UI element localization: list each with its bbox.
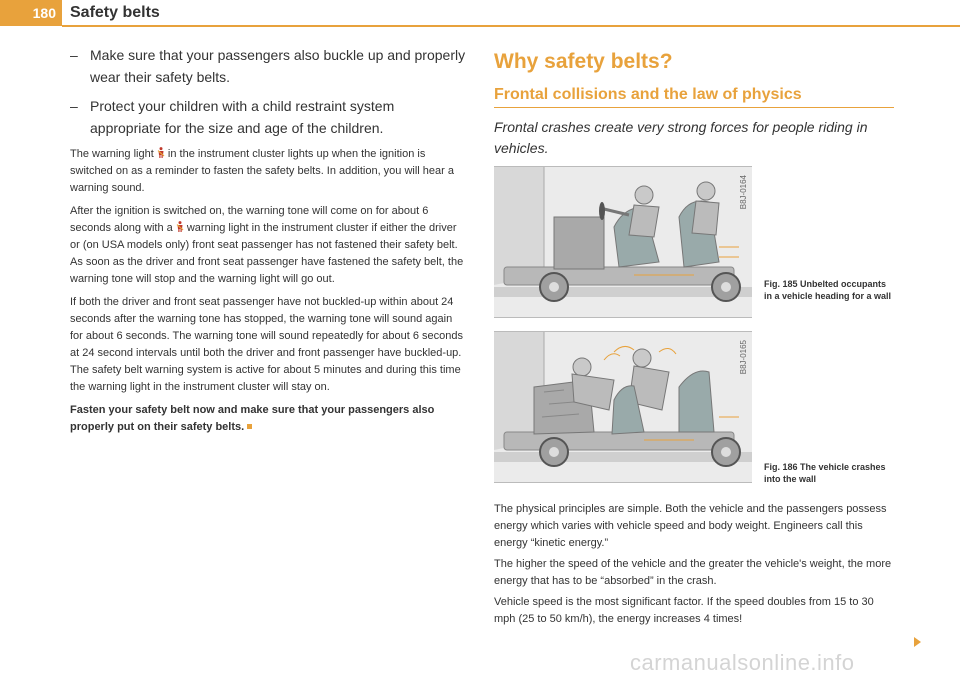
page-header-title: Safety belts <box>70 4 160 21</box>
figure-id: B8J-0164 <box>739 175 748 210</box>
bullet-item: – Protect your children with a child restraint system appropriate for the size and age of the children. <box>70 98 395 136</box>
paragraph <box>70 203 468 288</box>
right-column <box>494 50 894 159</box>
section-heading: Why safety belts? <box>494 50 673 73</box>
unbelted-occupants-illustration <box>494 167 752 317</box>
para-text: After the ignition is switched on, the warning tone will come on for about 6 seconds along with a <box>70 205 429 234</box>
bullet-item: – Make sure that your passengers also buckle up and properly wear their safety belts. <box>70 47 466 85</box>
figure-185-caption: Fig. 185 Unbelted occupants in a vehicle heading for a wall <box>764 279 892 301</box>
paragraph: If both the driver and front seat passenger have not buckled-up within about 24 seconds after the warning tone has stopped, the warning tone will sound again for about 6 seconds. The warning tone will sound repeatedly for about 6 seconds at 24 second intervals until both the driver and front passenger have buckled-up. The safety belt warning system is active for about 5 minutes and during this time the warning light in the instrument cluster will stay on. <box>70 296 463 393</box>
intro-text: Frontal crashes create very strong forces for people riding in vehicles. <box>494 119 868 156</box>
end-mark-icon <box>247 424 252 429</box>
bold-text: Fasten your safety belt now and make sure that your passengers also properly put on their safety belts. <box>70 404 435 433</box>
figure-185-illustration <box>494 166 752 318</box>
bold-instruction <box>70 402 468 436</box>
figure-186-illustration <box>494 331 752 483</box>
safety-belt-warning-icon <box>176 221 184 232</box>
body-paragraph: The higher the speed of the vehicle and the greater the vehicle's weight, the more energy that has to be “absorbed” in the crash. <box>494 558 892 587</box>
body-paragraph: The physical principles are simple. Both the vehicle and the passengers possess energy which varies with vehicle speed and body weight. Engineers call this energy “kinetic energy.” <box>494 503 887 549</box>
header-rule <box>62 25 960 27</box>
figure-186-caption: Fig. 186 The vehicle crashes into the wall <box>764 462 886 484</box>
para-text: in the instrument cluster lights up when the ignition is switched on as a reminder to fasten the safety belts. In addition, you will hear a warning sound. <box>70 148 454 194</box>
paragraph <box>70 146 468 197</box>
para-text: warning light in the instrument cluster if either the driver or (on USA models only) front seat passenger has not fastened their safety belt. As soon as the driver and front seat passenger have fastened the safety belt, the warning tone will stop and the warning light will go out. <box>70 222 464 285</box>
para-text: The warning light <box>70 148 154 160</box>
section-subheading: Frontal collisions and the law of physics <box>494 86 894 108</box>
vehicle-crash-illustration <box>494 332 752 482</box>
safety-belt-warning-icon <box>157 147 165 158</box>
bullet-text: Protect your children with a child restraint system appropriate for the size and age of the children. <box>90 98 395 136</box>
figure-id: B8J-0165 <box>739 340 748 375</box>
body-paragraph: Vehicle speed is the most significant factor. If the speed doubles from 15 to 30 mph (25 to 50 km/h), the energy increases 4 times! <box>494 596 874 625</box>
watermark: carmanualsonline.info <box>630 650 855 675</box>
page-number: 180 <box>0 0 62 26</box>
continue-arrow-icon <box>914 637 921 647</box>
left-column <box>70 44 468 442</box>
bullet-text: Make sure that your passengers also buckle up and properly wear their safety belts. <box>90 47 466 85</box>
